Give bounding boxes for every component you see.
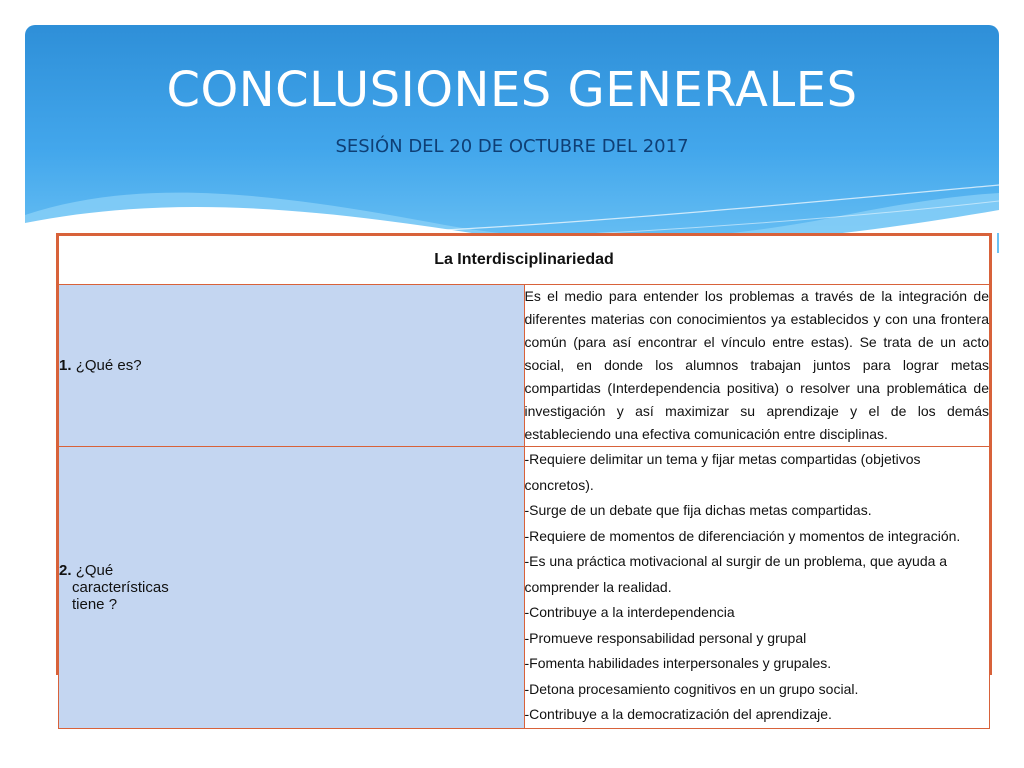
definition-cell [524, 285, 990, 447]
list-item: -Es una práctica motivacional al surgir de un problema, que ayuda a comprender la realidad. [524, 553, 948, 595]
slide-title: CONCLUSIONES GENERALES [166, 62, 858, 118]
row-label-characteristics [59, 447, 525, 729]
list-item: -Requiere de momentos de diferenciación y momentos de integración. [524, 527, 961, 544]
interdisciplinarity-table [56, 233, 992, 722]
list-item: -Promueve responsabilidad personal y grupal [524, 629, 807, 646]
label-line-1: ¿Qué [75, 561, 114, 579]
list-item: -Fomenta habilidades interpersonales y grupales. [524, 655, 832, 671]
frame-edge [997, 233, 999, 253]
list-item: -Contribuye a la democratización del aprendizaje. [524, 706, 832, 722]
characteristics-label [59, 562, 169, 613]
list-item: -Detona procesamiento cognitivos en un grupo social. [524, 680, 859, 697]
slide-subtitle: SESIÓN DEL 20 DE OCTUBRE DEL 2017 [335, 136, 689, 157]
characteristics-cell [524, 447, 990, 729]
row-label-what-is [59, 285, 525, 447]
characteristics-list [525, 447, 990, 728]
row-number: 1. [59, 357, 72, 374]
row-number: 2. [59, 561, 72, 579]
row-label-text: ¿Qué es? [75, 357, 142, 374]
list-item: -Contribuye a la interdependencia [524, 604, 735, 620]
table-row-definition [59, 285, 990, 447]
label-line-3: tiene ? [72, 595, 118, 613]
label-line-2: características [72, 578, 169, 596]
list-item: -Requiere delimitar un tema y fijar metas compartidas (objetivos concretos). [524, 451, 921, 493]
definition-text: Es el medio para entender los problemas a través de la integración de diferentes materias con conocimientos ya establecidos y con una frontera común (para así encontrar el vínculo entre estas). Se trata de un acto social, en donde los alumnos trabajan juntos para lograr metas compartidas (Interdependencia positiva) o resolver una problemática de investigación y así maximizar su aprendizaje y el de los demás estableciendo una efectiva comunicación entre disciplinas. [524, 288, 989, 442]
table [58, 235, 990, 729]
table-row-characteristics [59, 447, 990, 729]
table-heading: La Interdisciplinariedad [59, 236, 990, 285]
list-item: -Surge de un debate que fija dichas metas compartidas. [524, 502, 872, 518]
